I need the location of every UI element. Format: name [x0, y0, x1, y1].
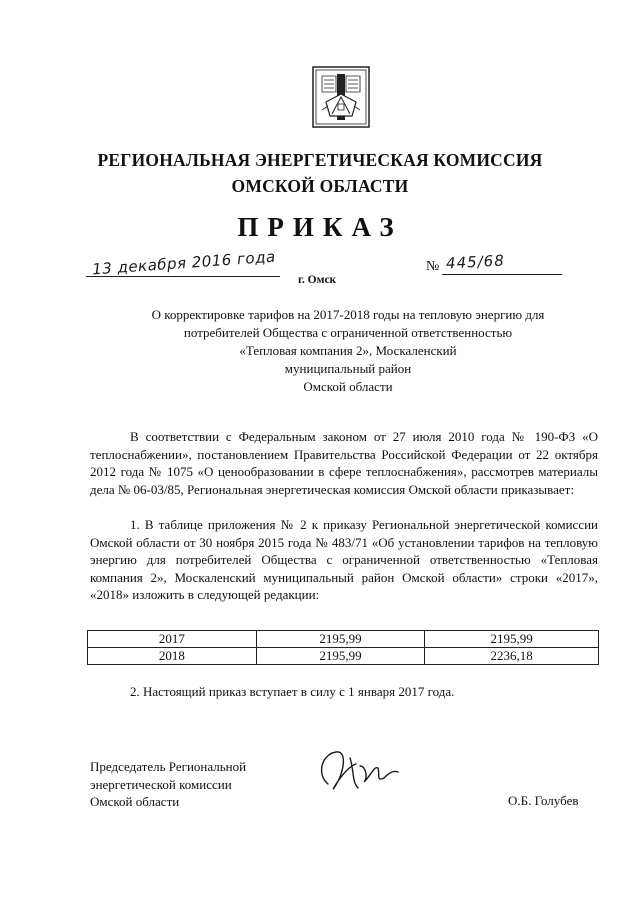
organization-name-line1: РЕГИОНАЛЬНАЯ ЭНЕРГЕТИЧЕСКАЯ КОМИССИЯ: [97, 150, 543, 170]
table-cell: 2195,99: [425, 631, 599, 648]
order-subject: [92, 306, 604, 396]
table-cell: 2018: [88, 648, 257, 665]
signatory-title-line: энергетической комиссии: [90, 776, 232, 792]
date-underline: [86, 276, 280, 277]
subject-line: потребителей Общества с ограниченной ответственностью: [183, 325, 513, 340]
item-1-paragraph: 1. В таблице приложения № 2 к приказу Региональной энергетической комиссии Омской области от 30 ноября 2015 года № 483/71 «Об установлении тарифов на тепловую энергию для потребителей Общества с ограниченной ответственностью «Тепловая компания 2», Москаленский муниципальный район Омской области» строки «2017», «2018» изложить в следующей редакции:: [90, 517, 598, 602]
document-type-title: ПРИКАЗ: [237, 212, 403, 242]
handwritten-signature: [314, 744, 404, 798]
table-row: [88, 631, 599, 648]
number-underline: [442, 274, 562, 275]
organization-name-line2: ОМСКОЙ ОБЛАСТИ: [231, 176, 409, 196]
handwritten-number: 445/68: [445, 251, 506, 273]
subject-line: Омской области: [303, 379, 393, 394]
table-cell: 2236,18: [425, 648, 599, 665]
signatory-title-line: Омской области: [90, 794, 180, 809]
preamble-paragraph: В соответствии с Федеральным законом от 27 июля 2010 года № 190-ФЗ «О теплоснабжении», постановлением Правительства Российской Федерации от 22 октября 2012 года № 1075 «О ценообразовании в сфере теплоснабжения», рассмотрев материалы дела № 06-03/85, Региональная энергетическая комиссия Омской области приказывает:: [90, 429, 598, 497]
table-cell: 2017: [88, 631, 257, 648]
item-2-paragraph: 2. Настоящий приказ вступает в силу с 1 января 2017 года.: [130, 684, 455, 699]
tariff-table: [87, 630, 599, 665]
number-label: №: [426, 259, 440, 274]
coat-of-arms-emblem: [312, 66, 370, 128]
signatory-name: О.Б. Голубев: [508, 793, 579, 808]
signatory-title-line: Председатель Региональной: [90, 759, 247, 774]
city-label: г. Омск: [298, 274, 337, 286]
subject-line: муниципальный район: [284, 361, 412, 376]
subject-line: О корректировке тарифов на 2017-2018 годы на тепловую энергию для: [151, 307, 545, 322]
subject-line: «Тепловая компания 2», Москаленский: [239, 343, 457, 358]
table-row: [88, 648, 599, 665]
table-cell: 2195,99: [256, 631, 425, 648]
table-cell: 2195,99: [256, 648, 425, 665]
signatory-title: [90, 758, 246, 811]
handwritten-date: 13 декабря 2016 года: [91, 247, 277, 279]
